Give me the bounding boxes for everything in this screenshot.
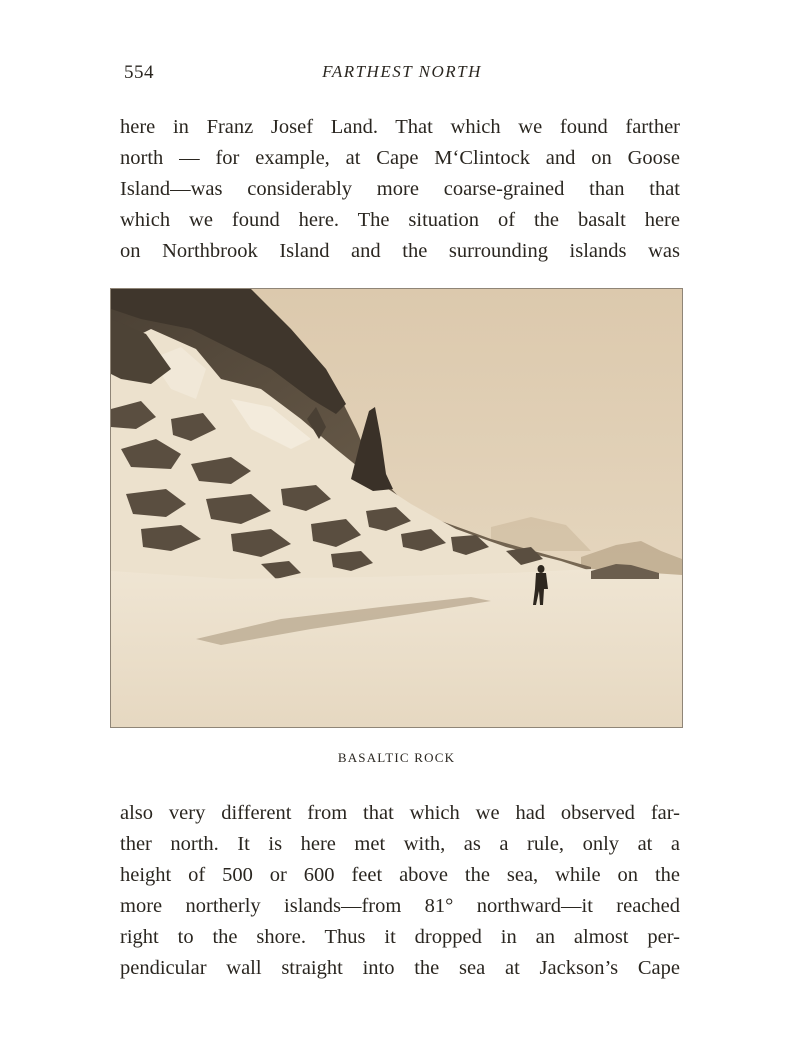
body-text-bottom <box>120 798 680 984</box>
page-number: 554 <box>124 62 154 83</box>
text-line: also very different from that which we had observed far- <box>120 802 680 824</box>
figure-caption: BASALTIC ROCK <box>337 750 456 765</box>
body-text-top <box>120 112 680 267</box>
page-header <box>124 62 680 88</box>
basaltic-rock-photo <box>111 289 682 727</box>
text-line: on Northbrook Island and the surrounding islands was <box>120 240 680 262</box>
text-line: pendicular wall straight into the sea at Jackson’s Cape <box>120 957 680 979</box>
text-line: here in Franz Josef Land. That which we found farther <box>120 116 680 138</box>
text-line: which we found here. The situation of the basalt here <box>120 209 680 231</box>
text-line: north — for example, at Cape M‘Clintock and on Goose <box>120 147 680 169</box>
photo-plate-basaltic-rock <box>110 288 683 728</box>
text-line: Island—was considerably more coarse-grained than that <box>120 178 680 200</box>
running-title: FARTHEST NORTH <box>322 62 482 81</box>
text-line: height of 500 or 600 feet above the sea, while on the <box>120 864 680 886</box>
text-line: more northerly islands—from 81° northward—it reached <box>120 895 680 917</box>
text-line: right to the shore. Thus it dropped in an almost per- <box>120 926 680 948</box>
text-line: ther north. It is here met with, as a rule, only at a <box>120 833 680 855</box>
